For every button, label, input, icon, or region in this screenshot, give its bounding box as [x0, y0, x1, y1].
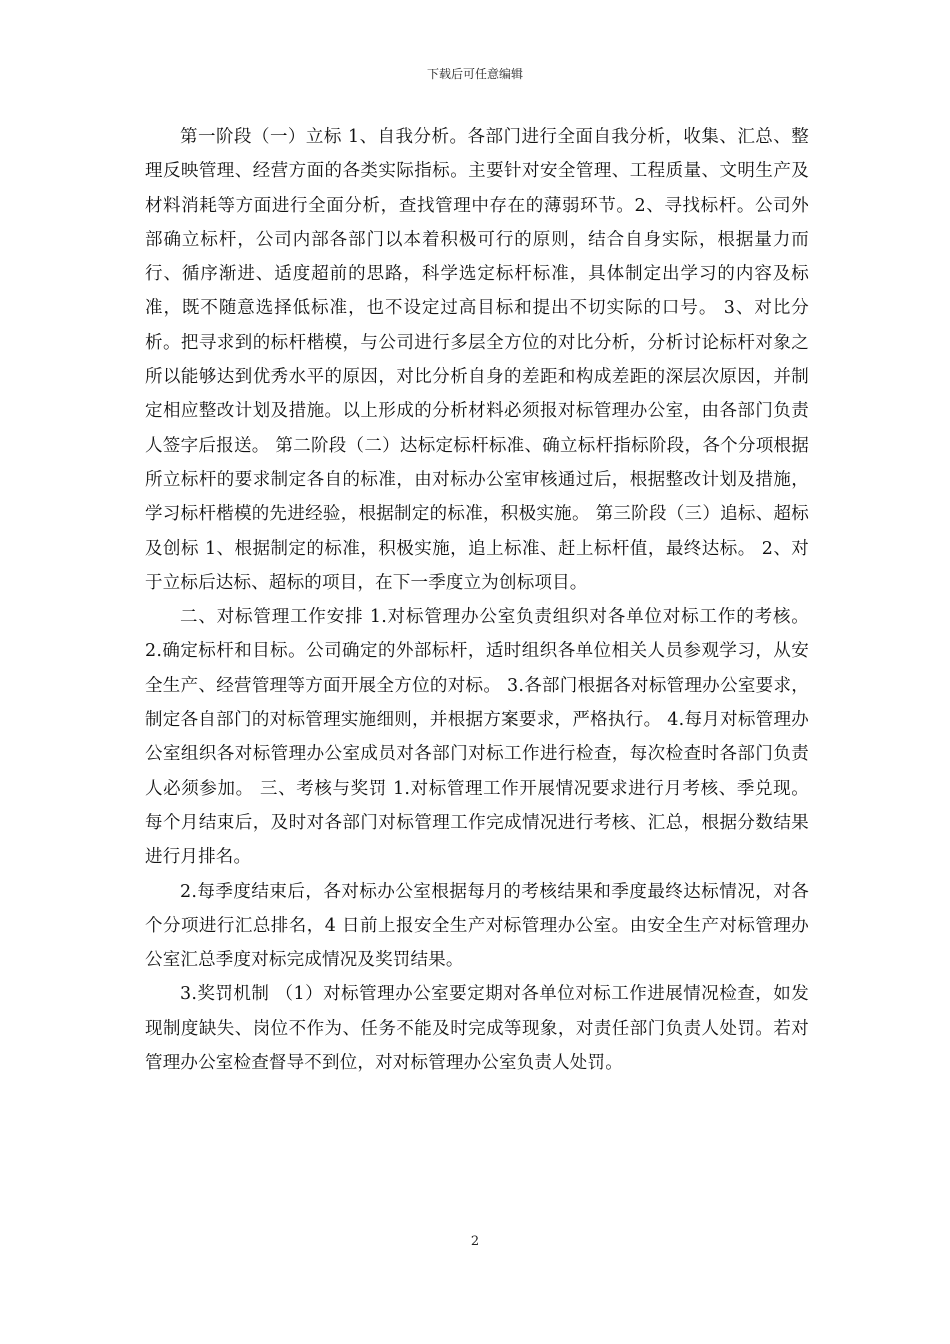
- document-body: [145, 120, 809, 1080]
- paragraph-1: 第一阶段（一）立标 1、自我分析。各部门进行全面自我分析，收集、汇总、整理反映管理、经营方面的各类实际指标。主要针对安全管理、工程质量、文明生产及材料消耗等方面进行全面分析，查找管理中存在的薄弱环节。2、寻找标杆。公司外部确立标杆，公司内部各部门以本着积极可行的原则，结合自身实际，根据量力而行、循序渐进、适度超前的思路，科学选定标杆标准，具体制定出学习的内容及标准，既不随意选择低标准，也不设定过高目标和提出不切实际的口号。 3、对比分析。把寻求到的标杆楷模，与公司进行多层全方位的对比分析，分析讨论标杆对象之所以能够达到优秀水平的原因，对比分析自身的差距和构成差距的深层次原因，并制定相应整改计划及措施。以上形成的分析材料必须报对标管理办公室，由各部门负责人签字后报送。 第二阶段（二）达标定标杆标准、确立标杆指标阶段，各个分项根据所立标杆的要求制定各自的标准，由对标办公室审核通过后，根据整改计划及措施，学习标杆楷模的先进经验，根据制定的标准，积极实施。 第三阶段（三）追标、超标及创标 1、根据制定的标准，积极实施，追上标准、赶上标杆值，最终达标。 2、对于立标后达标、超标的项目，在下一季度立为创标项目。: [145, 127, 809, 593]
- paragraph-4: 3.奖罚机制 （1）对标管理办公室要定期对各单位对标工作进展情况检查，如发现制度缺失、岗位不作为、任务不能及时完成等现象，对责任部门负责人处罚。若对管理办公室检查督导不到位，对对标管理办公室负责人处罚。: [145, 984, 809, 1074]
- page-number: 2: [470, 1234, 480, 1249]
- page-header: 下载后可任意编辑: [426, 67, 523, 81]
- paragraph-3: 2.每季度结束后，各对标办公室根据每月的考核结果和季度最终达标情况，对各个分项进行汇总排名，4 日前上报安全生产对标管理办公室。由安全生产对标管理办公室汇总季度对标完成情况及奖罚结果。: [145, 881, 809, 971]
- paragraph-2: 二、对标管理工作安排 1.对标管理办公室负责组织对各单位对标工作的考核。 2.确定标杆和目标。公司确定的外部标杆，适时组织各单位相关人员参观学习，从安全生产、经营管理等方面开展全方位的对标。 3.各部门根据各对标管理办公室要求，制定各自部门的对标管理实施细则，并根据方案要求，严格执行。 4.每月对标管理办公室组织各对标管理办公室成员对各部门对标工作进行检查，每次检查时各部门负责人必须参加。 三、考核与奖罚 1.对标管理工作开展情况要求进行月考核、季兑现。每个月结束后，及时对各部门对标管理工作完成情况进行考核、汇总，根据分数结果进行月排名。: [145, 607, 809, 868]
